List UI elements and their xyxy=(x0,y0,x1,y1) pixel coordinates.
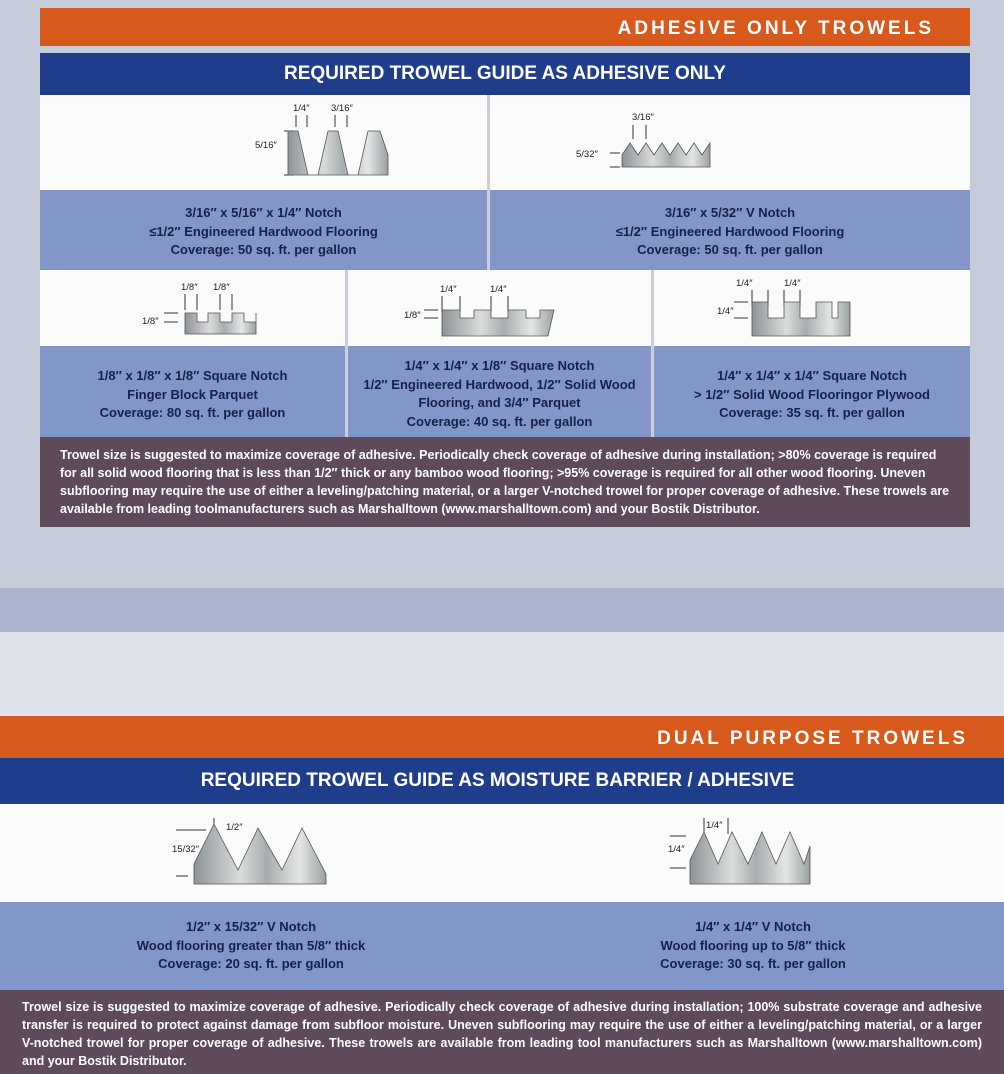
trowel-3-profile xyxy=(40,270,345,346)
svg-text:1/4″: 1/4″ xyxy=(668,844,685,855)
dual-banner-title: DUAL PURPOSE TROWELS xyxy=(657,728,968,749)
trowel-3-use: Finger Block Parquet xyxy=(127,386,258,402)
dual-trowel-1-coverage: Coverage: 20 sq. ft. per gallon xyxy=(158,956,344,971)
trowel-1-name: 3/16″ x 5/16″ x 1/4″ Notch xyxy=(185,205,342,220)
trowel-4-use: 1/2″ Engineered Hardwood, 1/2″ Solid Wood xyxy=(363,376,636,392)
trowel-2-use: ≤1/2″ Engineered Hardwood Flooring xyxy=(615,223,845,239)
adhesive-banner xyxy=(40,8,970,46)
trowel-1-use: ≤1/2″ Engineered Hardwood Flooring xyxy=(149,223,378,239)
svg-text:1/4″: 1/4″ xyxy=(784,278,801,289)
trowel-2-caption xyxy=(490,190,970,270)
svg-text:1/4″: 1/4″ xyxy=(706,820,723,831)
svg-text:1/8″: 1/8″ xyxy=(404,310,421,321)
dual-heading: REQUIRED TROWEL GUIDE AS MOISTURE BARRIER / ADHESIVE xyxy=(0,758,1004,804)
trowel-1-diagram xyxy=(40,95,487,190)
spacer-band xyxy=(0,632,1004,716)
trowel-2-coverage: Coverage: 50 sq. ft. per gallon xyxy=(637,242,823,257)
trowel-4-diagram xyxy=(348,270,651,346)
dual-trowel-2-caption xyxy=(502,902,1004,990)
svg-text:15/32″: 15/32″ xyxy=(172,844,200,855)
svg-text:1/4″: 1/4″ xyxy=(490,284,507,295)
svg-text:1/8″: 1/8″ xyxy=(213,282,230,293)
trowel-5-caption xyxy=(654,346,970,437)
trowel-3-diagram xyxy=(40,270,345,346)
dual-trowel-2-use: Wood flooring up to 5/8″ thick xyxy=(660,937,846,953)
trowel-1-caption xyxy=(40,190,487,270)
divider-band xyxy=(0,588,1004,632)
dual-diagrams xyxy=(0,804,1004,902)
trowel-4-caption xyxy=(348,346,651,437)
trowel-1-profile xyxy=(40,95,487,190)
trowel-2-profile xyxy=(490,95,970,190)
dual-trowel-2-coverage: Coverage: 30 sq. ft. per gallon xyxy=(660,956,846,971)
svg-text:1/2″: 1/2″ xyxy=(226,822,243,833)
trowel-2-name: 3/16″ x 5/32″ V Notch xyxy=(664,205,796,220)
svg-text:5/32″: 5/32″ xyxy=(576,149,598,160)
svg-text:1/4″: 1/4″ xyxy=(293,103,310,114)
trowel-1-coverage: Coverage: 50 sq. ft. per gallon xyxy=(170,242,357,257)
trowel-5-profile xyxy=(654,270,970,346)
trowel-4-use-cont: Flooring, and 3/4″ Parquet xyxy=(418,395,581,410)
dual-trowel-1-use: Wood flooring greater than 5/8″ thick xyxy=(136,937,366,953)
trowel-5-name: 1/4″ x 1/4″ x 1/4″ Square Notch xyxy=(717,368,907,383)
svg-text:1/4″: 1/4″ xyxy=(736,278,753,289)
trowel-3-coverage: Coverage: 80 sq. ft. per gallon xyxy=(99,405,286,420)
adhesive-heading: REQUIRED TROWEL GUIDE AS ADHESIVE ONLY xyxy=(40,53,970,95)
dual-trowel-2-name: 1/4″ x 1/4″ V Notch xyxy=(695,919,811,934)
dual-banner xyxy=(0,716,1004,758)
trowel-4-profile xyxy=(348,270,651,346)
svg-text:1/4″: 1/4″ xyxy=(440,284,457,295)
svg-text:3/16″: 3/16″ xyxy=(331,103,353,114)
dual-trowel-1-caption xyxy=(0,902,502,990)
trowel-4-name: 1/4″ x 1/4″ x 1/8″ Square Notch xyxy=(404,358,595,373)
trowel-3-name: 1/8″ x 1/8″ x 1/8″ Square Notch xyxy=(97,368,288,383)
trowel-5-diagram xyxy=(654,270,970,346)
dual-trowel-profiles xyxy=(0,804,1004,902)
trowel-5-use: > 1/2″ Solid Wood Flooringor Plywood xyxy=(693,386,931,402)
adhesive-banner-title: ADHESIVE ONLY TROWELS xyxy=(617,18,934,39)
svg-text:3/16″: 3/16″ xyxy=(632,112,654,123)
svg-text:1/8″: 1/8″ xyxy=(142,316,159,327)
trowel-3-caption xyxy=(40,346,345,437)
trowel-4-coverage: Coverage: 40 sq. ft. per gallon xyxy=(406,413,593,429)
trowel-2-diagram xyxy=(490,95,970,190)
dual-note: Trowel size is suggested to maximize coverage of adhesive. Periodically check coverage of adhesive during installation; 100% substrate coverage and adhesive transfer is required to protect against damage from subfloor moisture. Uneven subflooring may require the use of either a leveling/patching material, or a larger V-notched trowel for proper coverage of adhesive. These trowels are available from leading tool manufacturers such as Marshalltown (www.marshalltown.com) and your Bostik Distributor. xyxy=(0,990,1004,1074)
svg-text:1/4″: 1/4″ xyxy=(717,306,734,317)
svg-text:5/16″: 5/16″ xyxy=(255,140,277,151)
svg-text:1/8″: 1/8″ xyxy=(181,282,198,293)
adhesive-note: Trowel size is suggested to maximize coverage of adhesive. Periodically check coverage of adhesive during installation; >80% coverage is required for all solid wood flooring that is less than 1/2″ thick or any bamboo wood flooring; >95% coverage is required for all other wood flooring. Uneven subflooring may require the use of either a leveling/patching material, or a larger V-notched trowel for proper coverage of adhesive. These trowels are available from leading toolmanufacturers such as Marshalltown (www.marshalltown.com) and your Bostik Distributor. xyxy=(40,437,970,527)
trowel-5-coverage: Coverage: 35 sq. ft. per gallon xyxy=(719,405,905,420)
dual-trowel-1-name: 1/2″ x 15/32″ V Notch xyxy=(185,919,317,934)
